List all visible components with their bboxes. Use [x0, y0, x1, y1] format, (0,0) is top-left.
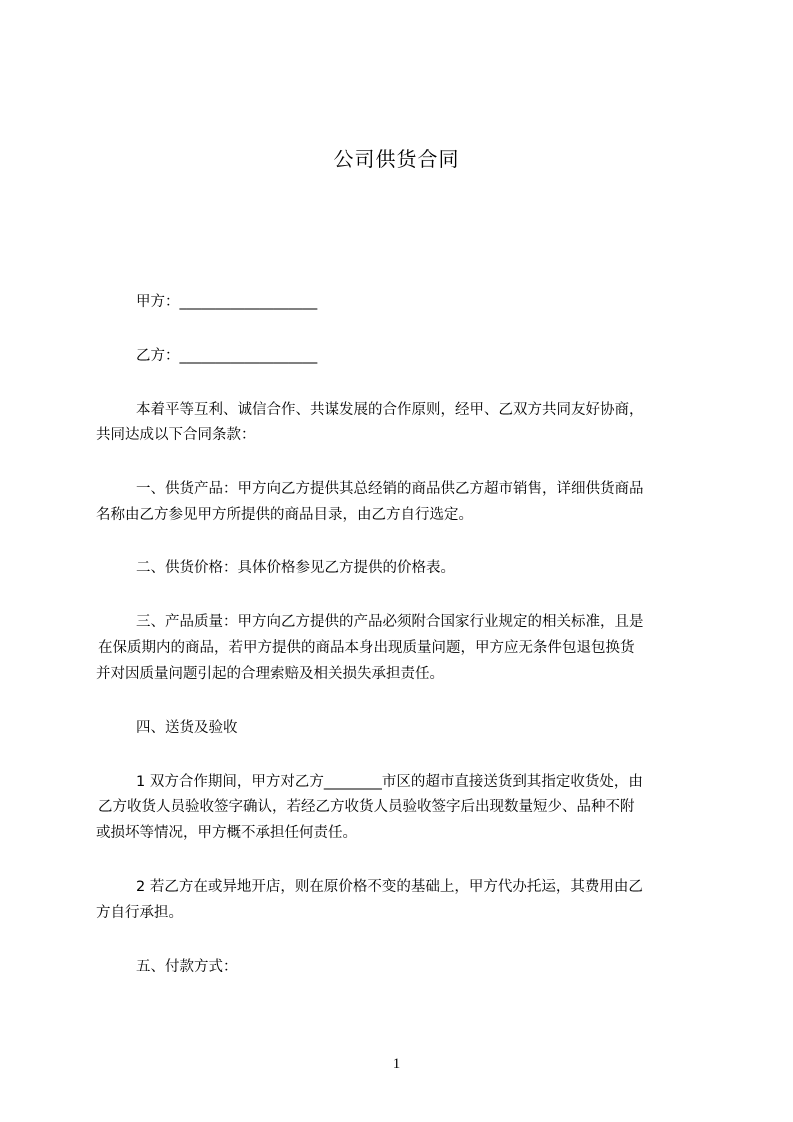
clause3-line-2: 在保质期内的商品，若甲方提供的商品本身出现质量问题，甲方应无条件包退包换货: [98, 640, 635, 656]
party-b-line: 乙方：___________________: [136, 348, 318, 364]
clause1-line-2: 名称由乙方参见甲方所提供的商品目录，由乙方自行选定。: [96, 507, 473, 523]
intro-line-1: 本着平等互利、诚信合作、共谋发展的合作原则，经甲、乙双方共同友好协商，: [136, 402, 644, 418]
intro-line-2: 共同达成以下合同条款：: [96, 427, 256, 443]
clause1-line-1: 一、供货产品：甲方向乙方提供其总经销的商品供乙方超市销售，详细供货商品: [136, 481, 644, 497]
clause4-item2-line-1: 2 若乙方在或异地开店，则在原价格不变的基础上，甲方代办托运，其费用由乙: [136, 879, 643, 895]
clause5-heading: 五、付款方式：: [136, 959, 238, 975]
clause4-item1-line-3: 或损坏等情况，甲方概不承担任何责任。: [96, 825, 357, 841]
clause2-line-1: 二、供货价格：具体价格参见乙方提供的价格表。: [136, 560, 455, 576]
clause4-item2-line-2: 方自行承担。: [96, 905, 183, 921]
clause3-line-1: 三、产品质量：甲方向乙方提供的产品必须附合国家行业规定的相关标准，且是: [136, 614, 644, 630]
clause3-line-3: 并对因质量问题引起的合理索赔及相关损失承担责任。: [96, 666, 444, 682]
clause4-item1-line-2: 乙方收货人员验收签字确认，若经乙方收货人员验收签字后出现数量短少、品种不附: [98, 799, 635, 815]
document-title: 公司供货合同: [333, 147, 460, 171]
page-number: 1: [392, 1056, 401, 1072]
party-a-line: 甲方：___________________: [136, 294, 318, 310]
clause4-item1-line-1: 1 双方合作期间，甲方对乙方________市区的超市直接送货到其指定收货处，由: [136, 774, 643, 790]
clause4-heading: 四、送货及验收: [136, 720, 238, 736]
